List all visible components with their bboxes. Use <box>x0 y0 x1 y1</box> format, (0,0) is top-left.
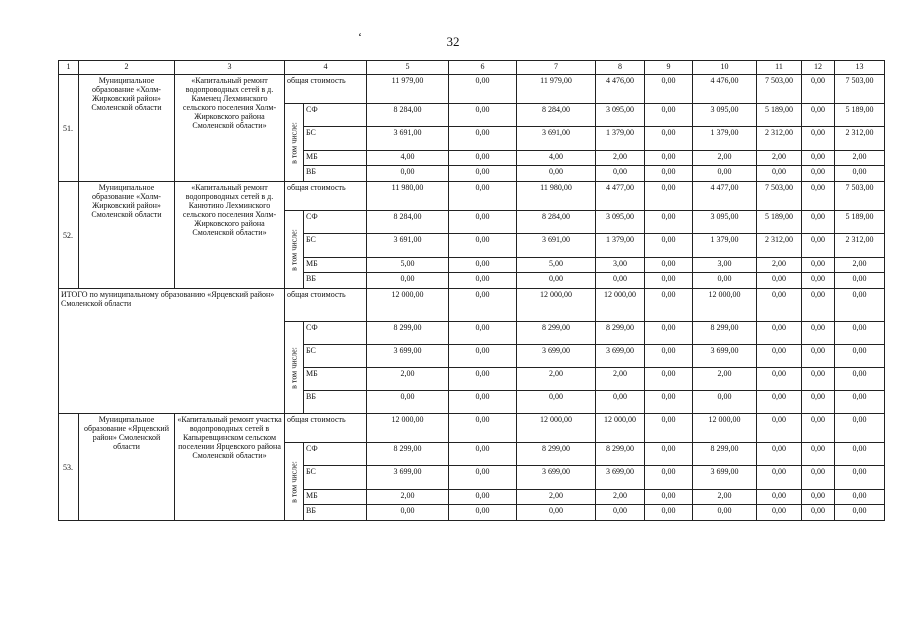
municipality-cell: Муниципальное образование «Холм-Жирковский район» Смоленской области <box>79 182 175 289</box>
value-cell: 0,00 <box>367 391 449 414</box>
table-row <box>59 75 885 104</box>
value-cell: 0,00 <box>835 466 885 490</box>
value-cell: 0,00 <box>757 166 802 182</box>
value-cell: 0,00 <box>835 490 885 505</box>
value-cell: 4 476,00 <box>596 75 645 104</box>
value-cell: 1 379,00 <box>596 127 645 151</box>
value-cell: 0,00 <box>757 345 802 368</box>
value-cell: 1 379,00 <box>596 234 645 258</box>
value-cell: 11 980,00 <box>367 182 449 211</box>
value-cell: 2,00 <box>757 258 802 273</box>
value-cell: 0,00 <box>835 345 885 368</box>
value-cell: 0,00 <box>645 414 693 443</box>
value-cell: 3 691,00 <box>517 127 596 151</box>
value-cell: 2,00 <box>596 368 645 391</box>
value-cell: 0,00 <box>802 166 835 182</box>
value-cell: 2,00 <box>835 151 885 166</box>
table-row <box>59 182 885 211</box>
funding-source-label: ВБ <box>304 505 367 521</box>
value-cell: 2 312,00 <box>835 234 885 258</box>
value-cell: 3 699,00 <box>517 345 596 368</box>
in-total-label <box>285 104 304 182</box>
value-cell: 2,00 <box>693 151 757 166</box>
value-cell: 2,00 <box>596 151 645 166</box>
col-header: 1 <box>59 61 79 75</box>
value-cell: 0,00 <box>802 75 835 104</box>
in-total-label <box>285 322 304 414</box>
funding-source-label: ВБ <box>304 391 367 414</box>
funding-source-label: МБ <box>304 258 367 273</box>
total-row <box>59 289 885 322</box>
value-cell: 3 699,00 <box>596 466 645 490</box>
value-cell: 0,00 <box>645 166 693 182</box>
funding-source-label: СФ <box>304 322 367 345</box>
value-cell: 2,00 <box>693 368 757 391</box>
value-cell: 3 095,00 <box>596 211 645 234</box>
itogo-text: ИТОГО по муниципальному образованию «Ярцевский район» Смоленской области <box>59 289 285 414</box>
value-cell: 5,00 <box>517 258 596 273</box>
value-cell: 3 699,00 <box>596 345 645 368</box>
value-cell: 0,00 <box>449 414 517 443</box>
value-cell: 0,00 <box>645 505 693 521</box>
value-cell: 0,00 <box>645 466 693 490</box>
funding-source-label: БС <box>304 345 367 368</box>
value-cell: 0,00 <box>367 273 449 289</box>
value-cell: 0,00 <box>449 443 517 466</box>
value-cell: 3,00 <box>596 258 645 273</box>
value-cell: 0,00 <box>835 391 885 414</box>
value-cell: 0,00 <box>645 127 693 151</box>
in-total-label <box>285 443 304 521</box>
value-cell: 0,00 <box>645 211 693 234</box>
value-cell: 0,00 <box>645 258 693 273</box>
value-cell: 0,00 <box>449 391 517 414</box>
value-cell: 0,00 <box>802 322 835 345</box>
value-cell: 3 699,00 <box>367 345 449 368</box>
value-cell: 0,00 <box>835 368 885 391</box>
value-cell: 0,00 <box>645 490 693 505</box>
value-cell: 0,00 <box>645 443 693 466</box>
value-cell: 0,00 <box>802 345 835 368</box>
value-cell: 0,00 <box>835 505 885 521</box>
municipality-cell: Муниципальное образование «Ярцевский район» Смоленской области <box>79 414 175 521</box>
col-header: 2 <box>79 61 175 75</box>
value-cell: 0,00 <box>449 322 517 345</box>
value-cell: 0,00 <box>757 322 802 345</box>
value-cell: 1 379,00 <box>693 127 757 151</box>
value-cell: 0,00 <box>757 414 802 443</box>
value-cell: 8 284,00 <box>517 211 596 234</box>
value-cell: 0,00 <box>802 443 835 466</box>
object-cell: «Капитальный ремонт водопроводных сетей в д. Канютино Лехминского сельского поселения Холм-Жирковского района Смоленской области» <box>175 182 285 289</box>
value-cell: 0,00 <box>802 151 835 166</box>
value-cell: 0,00 <box>757 443 802 466</box>
col-header: 13 <box>835 61 885 75</box>
value-cell: 4 477,00 <box>596 182 645 211</box>
col-header: 9 <box>645 61 693 75</box>
budget-table <box>58 60 885 521</box>
value-cell: 0,00 <box>835 289 885 322</box>
value-cell: 0,00 <box>449 234 517 258</box>
value-cell: 2 312,00 <box>757 234 802 258</box>
value-cell: 12 000,00 <box>367 414 449 443</box>
value-cell: 3 691,00 <box>367 127 449 151</box>
municipality-cell: Муниципальное образование «Холм-Жирковский район» Смоленской области <box>79 75 175 182</box>
value-cell: 0,00 <box>802 182 835 211</box>
value-cell: 2,00 <box>757 151 802 166</box>
value-cell: 0,00 <box>645 391 693 414</box>
value-cell: 11 979,00 <box>517 75 596 104</box>
value-cell: 0,00 <box>596 166 645 182</box>
col-header: 5 <box>367 61 449 75</box>
in-total-text: в том числе: <box>289 346 299 389</box>
value-cell: 8 299,00 <box>517 322 596 345</box>
value-cell: 12 000,00 <box>693 289 757 322</box>
row-index: 51. <box>59 75 79 182</box>
value-cell: 3 699,00 <box>693 345 757 368</box>
in-total-text: в том числе: <box>289 228 299 271</box>
value-cell: 5,00 <box>367 258 449 273</box>
value-cell: 0,00 <box>802 414 835 443</box>
funding-source-label: СФ <box>304 104 367 127</box>
in-total-text: в том числе: <box>289 460 299 503</box>
value-cell: 0,00 <box>596 273 645 289</box>
row-index: 53. <box>59 414 79 521</box>
col-header: 3 <box>175 61 285 75</box>
value-cell: 3 095,00 <box>596 104 645 127</box>
value-cell: 0,00 <box>645 273 693 289</box>
value-cell: 0,00 <box>449 368 517 391</box>
value-cell: 2 312,00 <box>835 127 885 151</box>
funding-source-label: МБ <box>304 151 367 166</box>
value-cell: 0,00 <box>693 391 757 414</box>
funding-source-label: ВБ <box>304 166 367 182</box>
value-cell: 12 000,00 <box>693 414 757 443</box>
value-cell: 5 189,00 <box>757 104 802 127</box>
value-cell: 0,00 <box>835 273 885 289</box>
value-cell: 0,00 <box>645 289 693 322</box>
scan-mark: ‘ <box>358 30 362 44</box>
value-cell: 7 503,00 <box>757 182 802 211</box>
value-cell: 8 299,00 <box>693 322 757 345</box>
col-header: 12 <box>802 61 835 75</box>
funding-source-label: БС <box>304 234 367 258</box>
value-cell: 0,00 <box>517 166 596 182</box>
value-cell: 2,00 <box>835 258 885 273</box>
value-cell: 3 095,00 <box>693 104 757 127</box>
value-cell: 12 000,00 <box>517 414 596 443</box>
value-cell: 0,00 <box>449 289 517 322</box>
cost-type-label: общая стоимость <box>285 182 367 211</box>
value-cell: 0,00 <box>693 273 757 289</box>
value-cell: 3 699,00 <box>367 466 449 490</box>
value-cell: 7 503,00 <box>835 182 885 211</box>
value-cell: 0,00 <box>802 391 835 414</box>
value-cell: 0,00 <box>802 368 835 391</box>
col-header: 11 <box>757 61 802 75</box>
value-cell: 0,00 <box>645 234 693 258</box>
value-cell: 0,00 <box>645 104 693 127</box>
value-cell: 3 699,00 <box>693 466 757 490</box>
value-cell: 0,00 <box>693 505 757 521</box>
value-cell: 0,00 <box>693 166 757 182</box>
value-cell: 0,00 <box>449 166 517 182</box>
value-cell: 3 691,00 <box>517 234 596 258</box>
table-row <box>59 414 885 443</box>
value-cell: 7 503,00 <box>835 75 885 104</box>
value-cell: 1 379,00 <box>693 234 757 258</box>
value-cell: 8 299,00 <box>367 322 449 345</box>
col-header: 6 <box>449 61 517 75</box>
value-cell: 0,00 <box>757 273 802 289</box>
value-cell: 4 476,00 <box>693 75 757 104</box>
value-cell: 0,00 <box>835 166 885 182</box>
funding-source-label: СФ <box>304 211 367 234</box>
value-cell: 0,00 <box>367 505 449 521</box>
funding-source-label: СФ <box>304 443 367 466</box>
value-cell: 0,00 <box>645 75 693 104</box>
funding-source-label: ВБ <box>304 273 367 289</box>
value-cell: 4 477,00 <box>693 182 757 211</box>
value-cell: 11 980,00 <box>517 182 596 211</box>
value-cell: 0,00 <box>645 182 693 211</box>
cost-type-label: общая стоимость <box>285 289 367 322</box>
value-cell: 8 299,00 <box>693 443 757 466</box>
value-cell: 0,00 <box>596 505 645 521</box>
funding-source-label: БС <box>304 127 367 151</box>
in-total-label <box>285 211 304 289</box>
value-cell: 0,00 <box>645 368 693 391</box>
value-cell: 0,00 <box>517 391 596 414</box>
value-cell: 0,00 <box>449 211 517 234</box>
page-number: 32 <box>446 34 460 49</box>
value-cell: 0,00 <box>802 211 835 234</box>
funding-source-label: МБ <box>304 368 367 391</box>
value-cell: 3,00 <box>693 258 757 273</box>
value-cell: 12 000,00 <box>517 289 596 322</box>
value-cell: 12 000,00 <box>596 414 645 443</box>
value-cell: 0,00 <box>449 151 517 166</box>
value-cell: 2,00 <box>517 490 596 505</box>
value-cell: 0,00 <box>449 345 517 368</box>
funding-source-label: МБ <box>304 490 367 505</box>
value-cell: 0,00 <box>757 466 802 490</box>
value-cell: 8 284,00 <box>367 211 449 234</box>
value-cell: 0,00 <box>835 443 885 466</box>
value-cell: 0,00 <box>802 273 835 289</box>
value-cell: 0,00 <box>449 273 517 289</box>
col-header: 10 <box>693 61 757 75</box>
value-cell: 0,00 <box>835 322 885 345</box>
value-cell: 0,00 <box>596 391 645 414</box>
value-cell: 0,00 <box>757 391 802 414</box>
value-cell: 0,00 <box>802 505 835 521</box>
cost-type-label: общая стоимость <box>285 414 367 443</box>
value-cell: 5 189,00 <box>835 104 885 127</box>
funding-source-label: БС <box>304 466 367 490</box>
value-cell: 12 000,00 <box>596 289 645 322</box>
value-cell: 3 095,00 <box>693 211 757 234</box>
value-cell: 4,00 <box>517 151 596 166</box>
value-cell: 8 284,00 <box>517 104 596 127</box>
in-total-text: в том числе: <box>289 121 299 164</box>
value-cell: 0,00 <box>802 466 835 490</box>
value-cell: 2,00 <box>367 490 449 505</box>
value-cell: 2 312,00 <box>757 127 802 151</box>
col-header: 4 <box>285 61 367 75</box>
value-cell: 8 299,00 <box>596 443 645 466</box>
value-cell: 0,00 <box>449 505 517 521</box>
cost-type-label: общая стоимость <box>285 75 367 104</box>
value-cell: 2,00 <box>693 490 757 505</box>
row-index: 52. <box>59 182 79 289</box>
value-cell: 0,00 <box>517 273 596 289</box>
value-cell: 12 000,00 <box>367 289 449 322</box>
value-cell: 5 189,00 <box>835 211 885 234</box>
value-cell: 0,00 <box>757 368 802 391</box>
value-cell: 0,00 <box>449 104 517 127</box>
value-cell: 8 299,00 <box>517 443 596 466</box>
value-cell: 2,00 <box>367 368 449 391</box>
value-cell: 0,00 <box>802 258 835 273</box>
value-cell: 5 189,00 <box>757 211 802 234</box>
object-cell: «Капитальный ремонт участка водопроводных сетей в Капыревщинском сельском поселении Ярцевского района Смоленской области» <box>175 414 285 521</box>
value-cell: 8 299,00 <box>367 443 449 466</box>
col-header: 8 <box>596 61 645 75</box>
value-cell: 0,00 <box>757 505 802 521</box>
value-cell: 4,00 <box>367 151 449 166</box>
value-cell: 0,00 <box>645 151 693 166</box>
value-cell: 0,00 <box>645 345 693 368</box>
value-cell: 8 284,00 <box>367 104 449 127</box>
value-cell: 0,00 <box>449 75 517 104</box>
value-cell: 0,00 <box>802 104 835 127</box>
value-cell: 0,00 <box>802 234 835 258</box>
value-cell: 2,00 <box>517 368 596 391</box>
value-cell: 11 979,00 <box>367 75 449 104</box>
value-cell: 0,00 <box>757 289 802 322</box>
value-cell: 0,00 <box>449 258 517 273</box>
value-cell: 3 691,00 <box>367 234 449 258</box>
value-cell: 7 503,00 <box>757 75 802 104</box>
value-cell: 0,00 <box>802 490 835 505</box>
value-cell: 0,00 <box>449 182 517 211</box>
value-cell: 0,00 <box>757 490 802 505</box>
value-cell: 0,00 <box>449 127 517 151</box>
value-cell: 0,00 <box>449 466 517 490</box>
value-cell: 3 699,00 <box>517 466 596 490</box>
value-cell: 0,00 <box>517 505 596 521</box>
value-cell: 0,00 <box>367 166 449 182</box>
header-row <box>59 61 885 75</box>
value-cell: 0,00 <box>449 490 517 505</box>
value-cell: 0,00 <box>802 127 835 151</box>
value-cell: 2,00 <box>596 490 645 505</box>
object-cell: «Капитальный ремонт водопроводных сетей в д. Каменец Лехминского сельского поселения Холм-Жирковского района Смоленской области» <box>175 75 285 182</box>
value-cell: 0,00 <box>835 414 885 443</box>
value-cell: 0,00 <box>645 322 693 345</box>
col-header: 7 <box>517 61 596 75</box>
value-cell: 8 299,00 <box>596 322 645 345</box>
value-cell: 0,00 <box>802 289 835 322</box>
